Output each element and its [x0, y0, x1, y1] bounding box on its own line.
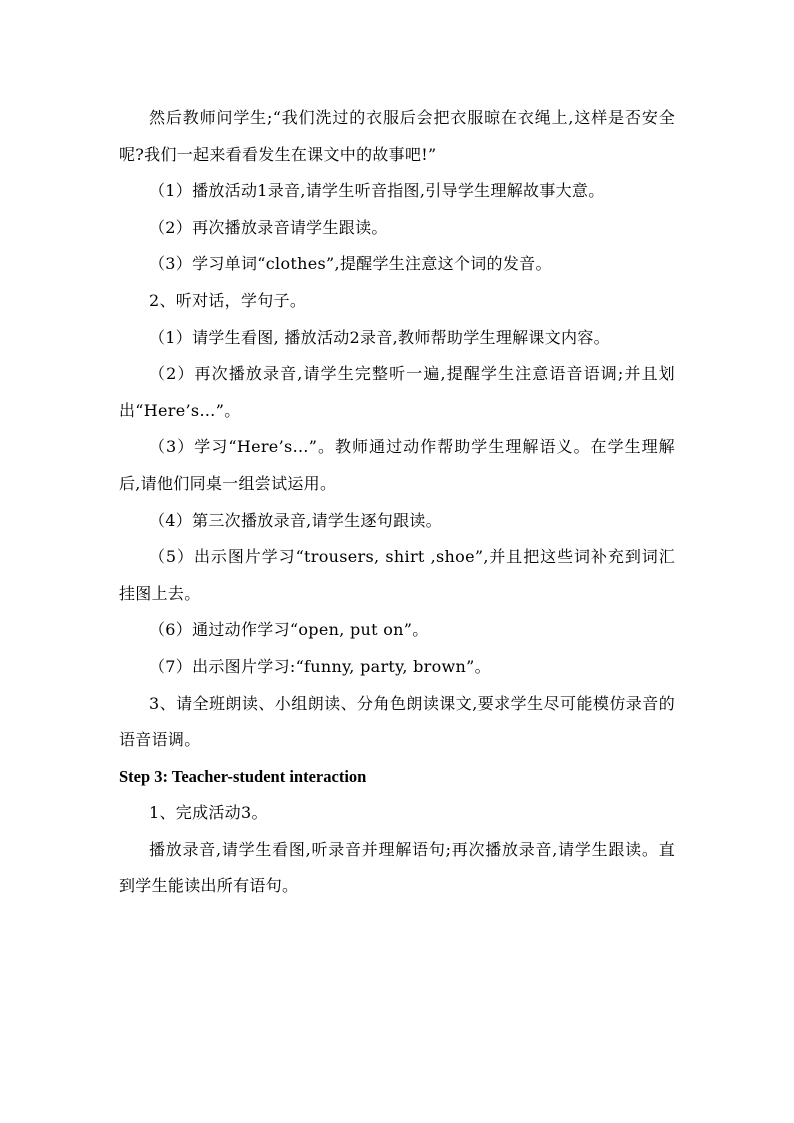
paragraph-intro-question: 然后教师问学生;“我们洗过的衣服后会把衣服晾在衣绳上,这样是否安全呢?我们一起来看看发生在课文中的故事吧!” [119, 108, 675, 164]
paragraph-step-1-3: （3）学习单词“clothes”,提醒学生注意这个词的发音。 [149, 254, 552, 274]
paragraph-activity-3: 1、完成活动3。 [149, 803, 268, 823]
step-3-heading: Step 3: Teacher-student interaction [119, 766, 367, 786]
paragraph-activity-3-detail: 播放录音,请学生看图,听录音并理解语句;再次播放录音,请学生跟读。直到学生能读出所有语句。 [119, 839, 675, 896]
paragraph-step-2-7: （7）出示图片学习:“funny, party, brown”。 [149, 656, 491, 676]
paragraph-step-1-2: （2）再次播放录音请学生跟读。 [149, 217, 388, 237]
paragraph-step-2-1: （1）请学生看图, 播放活动2录音,教师帮助学生理解课文内容。 [149, 327, 610, 347]
document-body [119, 100, 675, 905]
section-3-reading: 3、请全班朗读、小组朗读、分角色朗读课文,要求学生尽可能模仿录音的语音语调。 [119, 693, 675, 750]
paragraph-step-1-1: （1）播放活动1录音,请学生听音指图,引导学生理解故事大意。 [149, 181, 605, 201]
paragraph-step-2-4: （4）第三次播放录音,请学生逐句跟读。 [149, 510, 442, 530]
section-2-title: 2、听对话，学句子。 [149, 290, 307, 310]
paragraph-step-2-6: （6）通过动作学习“open, put on”。 [149, 620, 429, 640]
paragraph-step-2-3: （3）学习“Here’s…”。教师通过动作帮助学生理解语义。在学生理解后,请他们同桌一组尝试运用。 [119, 437, 675, 493]
paragraph-step-2-2: （2）再次播放录音,请学生完整听一遍,提醒学生注意语音语调;并且划出“Here’s…”。 [119, 364, 675, 420]
paragraph-step-2-5: （5）出示图片学习“trousers, shirt ,shoe”,并且把这些词补充到词汇挂图上去。 [119, 547, 675, 603]
